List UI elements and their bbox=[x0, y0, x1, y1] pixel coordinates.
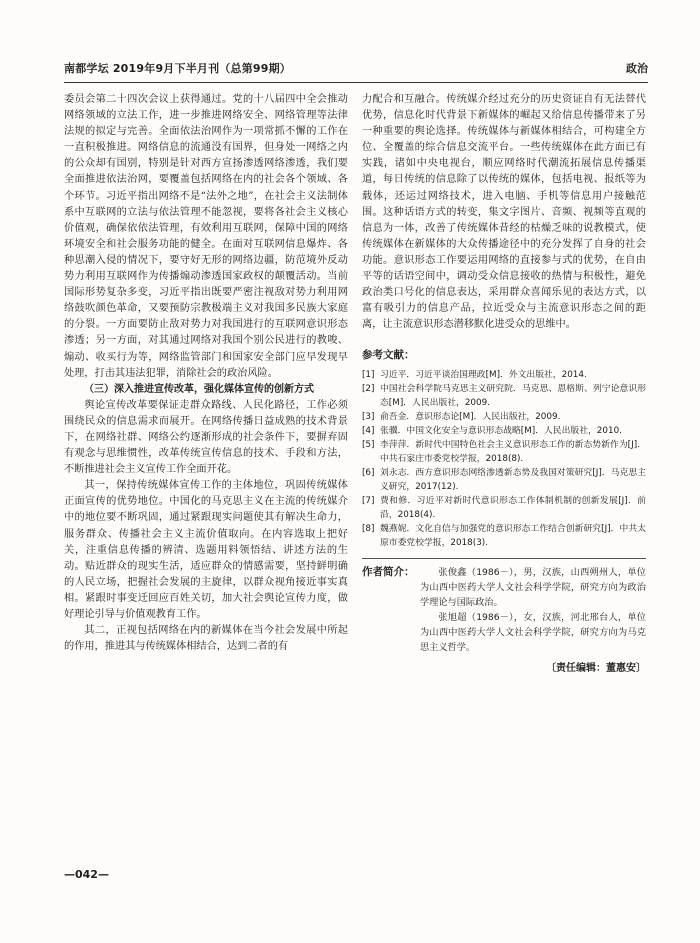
reference-text: 刘永志．西方意识形态网络渗透新态势及我国对策研究[J]．马克思主义研究，2017(12). bbox=[380, 467, 646, 492]
journal-info: 南都学坛 2019年9月下半月刊（总第99期） bbox=[64, 62, 292, 75]
section-subheading: （三）深入推进宣传改革，强化媒体宣传的创新方式 bbox=[84, 383, 314, 395]
left-column bbox=[64, 92, 348, 655]
body-paragraph: 舆论宣传改革要保证走群众路线、人民化路径，工作必须围绕民众的信息需求而展开。在网络传播日益成熟的技术背景下，在网络社群、网络公约逐渐形成的社会条件下，要摒弃固有观念与思维惯性，改革传统宣传信息的技术、手段和方法，不断推进社会主义宣传工作全面开花。 bbox=[64, 399, 348, 476]
body-paragraph: 委员会第二十四次会议上获得通过。党的十八届四中全会推动网络领域的立法工作，进一步推进网络安全、网络管理等法律法规的拟定与完善。全面依法治网作为一项常抓不懈的工作在一直积极推进。网络信息的流通没有国界，但身处一网络之内的公众却有国别，特别是针对西方宣扬渗透网络渗透，我们要全面推进依法治网，要覆盖包括网络在内的社会各个领域、各个环节。习近平指出网络不是“法外之地”，在社会主义法制体系中互联网的立法与依法管理不能忽视，要将各社会主义核心价值观，确保依依法管理，有效利用互联网，保障中国的网络环境安全和社会服务功能的健全。在面对互联网信息爆炸、各种思潮入侵的情况下，要守好无形的网络边疆，防范境外反动势力利用互联网作为传播煽动渗透国家政权的颠覆活动。当前国际形势复杂多变，习近平指出既要严密注视敌对势力利用网络鼓吹颜色革命，又要预防宗教极端主义对我国多民族大家庭的分裂。一方面要防止敌对势力对我国进行的互联网意识形态渗透；另一方面，对其通过网络对我国个别公民进行的教唆、煽动、收买行为等，网络监管部门和国家安全部门应早发现早处理，打击其违法犯罪，消除社会的政治风险。 bbox=[64, 94, 348, 379]
reference-number: [8] bbox=[362, 523, 375, 534]
author-text bbox=[420, 565, 646, 655]
page-number: —042— bbox=[64, 868, 109, 881]
reference-item bbox=[362, 424, 646, 438]
reference-text: 魏燕妮．文化自信与加强党的意识形态工作结合创新研究[J]．中共太原市委党校学报，2018(3). bbox=[380, 523, 646, 548]
reference-number: [2] bbox=[362, 383, 375, 394]
responsible-editor: 〔责任编辑：董惠安〕 bbox=[546, 662, 646, 674]
right-column bbox=[362, 92, 646, 677]
reference-number: [6] bbox=[362, 467, 375, 478]
reference-text: 费和修．习近平对新时代意识形态工作体制机制的创新发展[J]．前沿，2018(4). bbox=[380, 495, 646, 520]
reference-item bbox=[362, 368, 646, 382]
reference-item bbox=[362, 382, 646, 410]
running-header bbox=[64, 60, 648, 78]
references-heading: 参考文献： bbox=[362, 349, 415, 362]
reference-item bbox=[362, 410, 646, 424]
reference-item bbox=[362, 466, 646, 494]
section-label: 政治 bbox=[626, 62, 648, 75]
reference-number: [4] bbox=[362, 425, 375, 436]
reference-text: 俞吾金．意识形态论[M]．人民出版社，2009. bbox=[380, 411, 561, 422]
reference-list bbox=[362, 368, 646, 550]
reference-item bbox=[362, 522, 646, 550]
body-paragraph: 其二，正视包括网络在内的新媒体在当今社会发展中所起的作用，推进其与传统媒体相结合，达到二者的有 bbox=[64, 625, 348, 653]
author-label: 作者简介： bbox=[362, 565, 415, 578]
reference-number: [7] bbox=[362, 495, 375, 506]
body-paragraph: 其一，保持传统媒体宣传工作的主体地位，巩固传统媒体正面宣传的优势地位。中国化的马克思主义在主流的传统媒介中的地位要不断巩固，通过紧跟现实问题使其有解决生命力，服务群众、传播社会主义主流价值取向。在内容选取上把好关，注重信息传播的辨清、选题用料领悟结、讲述方法的生动。贴近群众的现实生活，适应群众的情感需要，坚持鲜明确的人民立场，把握社会发展的主旋律，以群众视角接近事实真相。紧跟时事变迁回应百姓关切，加大社会舆论宣传力度，做好理论引导与价值观教育工作。 bbox=[64, 480, 348, 620]
reference-text: 张骥．中国文化安全与意识形态战略[M]．人民出版社，2010. bbox=[380, 425, 622, 436]
references-divider bbox=[362, 558, 646, 559]
reference-number: [5] bbox=[362, 439, 375, 450]
reference-text: 中国社会科学院马克思主义研究院．马克思、恩格斯、列宁论意识形态[M]．人民出版社，2009. bbox=[380, 383, 646, 408]
reference-text: 李萍萍．新时代中国特色社会主义意识形态工作的新态势新作为[J]．中共石家庄市委党校学报，2018(8). bbox=[380, 439, 646, 464]
author-entry: 张旭超（1986－），女，汉族，河北邢台人，单位为山西中医药大学人文社会科学学院，研究方向为马克思主义哲学。 bbox=[420, 611, 646, 653]
reference-number: [1] bbox=[362, 369, 375, 380]
author-info bbox=[362, 565, 646, 655]
reference-text: 习近平．习近平谈治国理政[M]．外文出版社，2014. bbox=[380, 369, 587, 380]
header-rule bbox=[64, 82, 648, 83]
reference-item bbox=[362, 494, 646, 522]
reference-number: [3] bbox=[362, 411, 375, 422]
body-paragraph: 力配合和互融合。传统媒介经过充分的历史资证自有无法替代优势，信息化时代背景下新媒体的崛起又给信息传播带来了另一种重要的舆论选择。传统媒体与新媒体相结合，可构建全方位、全覆盖的综合信息交流平台。一些传统媒体在此方面已有实践，诸如中央电视台，顺应网络时代潮流拓展信息传播渠道，每日传统的信息除了以传统的媒体，包括电视、报纸等为载体，还运过网络技术，进入电脑、手机等信息用户接触范围。这种话语方式的转变，集文字图片、音频、视频等直观的信息为一体，改善了传统媒体昔经的枯燥乏味的说教模式，使传统媒体在新媒体的大众传播途径中的充分发挥了自身的社会功能。意识形态工作要运用网络的直接参与式的优势，在自由平等的话语空间中，调动受众信息接收的热情与积极性，避免政治类口号化的信息表达，采用群众喜闻乐见的表达方式，以富有吸引力的信息产品，拉近受众与主流意识形态之间的距离，让主流意识形态潜移默化进受众的思维中。 bbox=[362, 94, 646, 331]
reference-item bbox=[362, 438, 646, 466]
author-entry: 张俊鑫（1986－），男，汉族，山西朔州人，单位为山西中医药大学人文社会科学学院，研究方向为政治学理论与国际政治。 bbox=[420, 566, 646, 608]
